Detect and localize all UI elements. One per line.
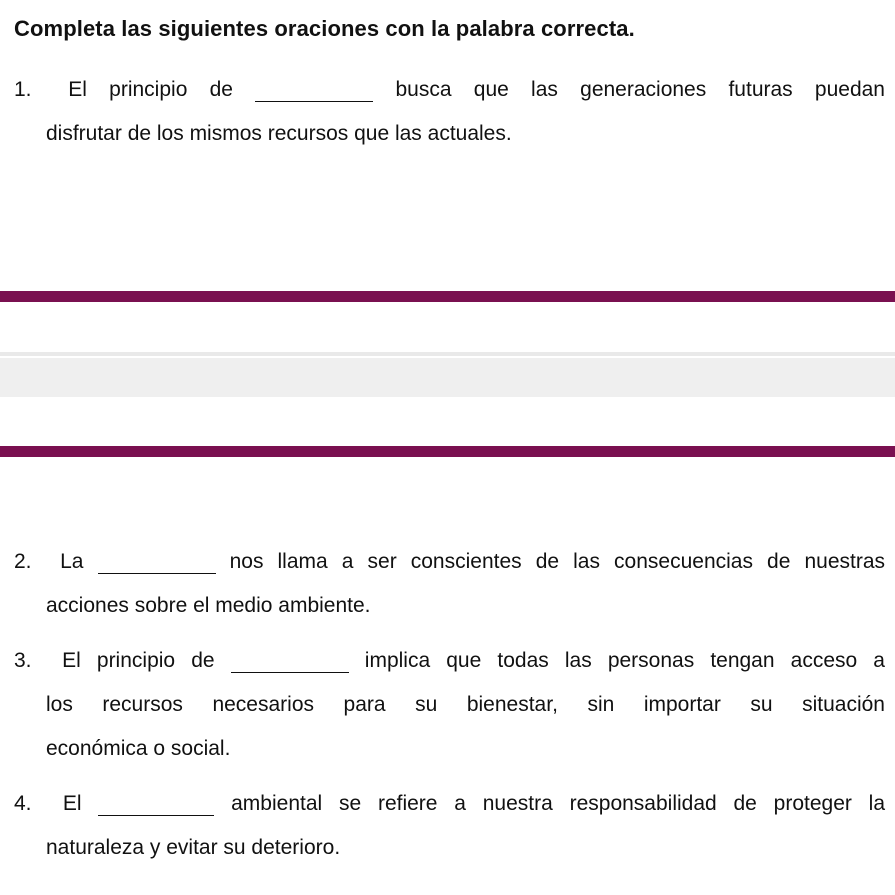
question-number: 1. <box>14 78 32 101</box>
question-3 <box>14 639 885 771</box>
worksheet-title: Completa las siguientes oraciones con la palabra correcta. <box>14 16 635 41</box>
question-text-after: nos llama a ser conscientes de las consecuencias de nuestras <box>229 550 886 573</box>
question-continuation: naturaleza y evitar su deterioro. <box>46 836 341 859</box>
question-continuation: los recursos necesarios para su bienestar, sin importar su situación <box>46 693 885 716</box>
question-2-line-1 <box>14 540 885 584</box>
question-text-after: ambiental se refiere a nuestra responsabilidad de proteger la <box>231 792 886 815</box>
question-4-line-1 <box>14 782 885 826</box>
question-1 <box>14 68 885 156</box>
answer-blank-4[interactable] <box>98 793 214 816</box>
question-text-before: El principio de <box>68 78 233 101</box>
answer-blank-3[interactable] <box>231 650 349 673</box>
answer-blank-2[interactable] <box>98 551 216 574</box>
question-2 <box>14 540 885 628</box>
question-continuation: acciones sobre el medio ambiente. <box>46 594 371 617</box>
question-4 <box>14 782 885 870</box>
question-text-before: El principio de <box>62 649 215 672</box>
question-3-line-1 <box>14 639 885 683</box>
question-1-line-1 <box>14 68 885 112</box>
gray-separator-band <box>0 358 895 397</box>
divider-bar-top <box>0 291 895 302</box>
question-number: 2. <box>14 550 32 573</box>
question-continuation: económica o social. <box>46 737 231 760</box>
question-number: 3. <box>14 649 32 672</box>
question-text-before: La <box>60 550 84 573</box>
question-text-before: El <box>62 792 82 815</box>
question-number: 4. <box>14 792 32 815</box>
divider-light <box>0 352 895 356</box>
divider-bar-bottom <box>0 446 895 457</box>
question-continuation: disfrutar de los mismos recursos que las actuales. <box>46 122 512 145</box>
question-text-after: busca que las generaciones futuras puedan <box>395 78 885 101</box>
answer-blank-1[interactable] <box>255 79 373 102</box>
question-text-after: implica que todas las personas tengan acceso a <box>364 649 885 672</box>
